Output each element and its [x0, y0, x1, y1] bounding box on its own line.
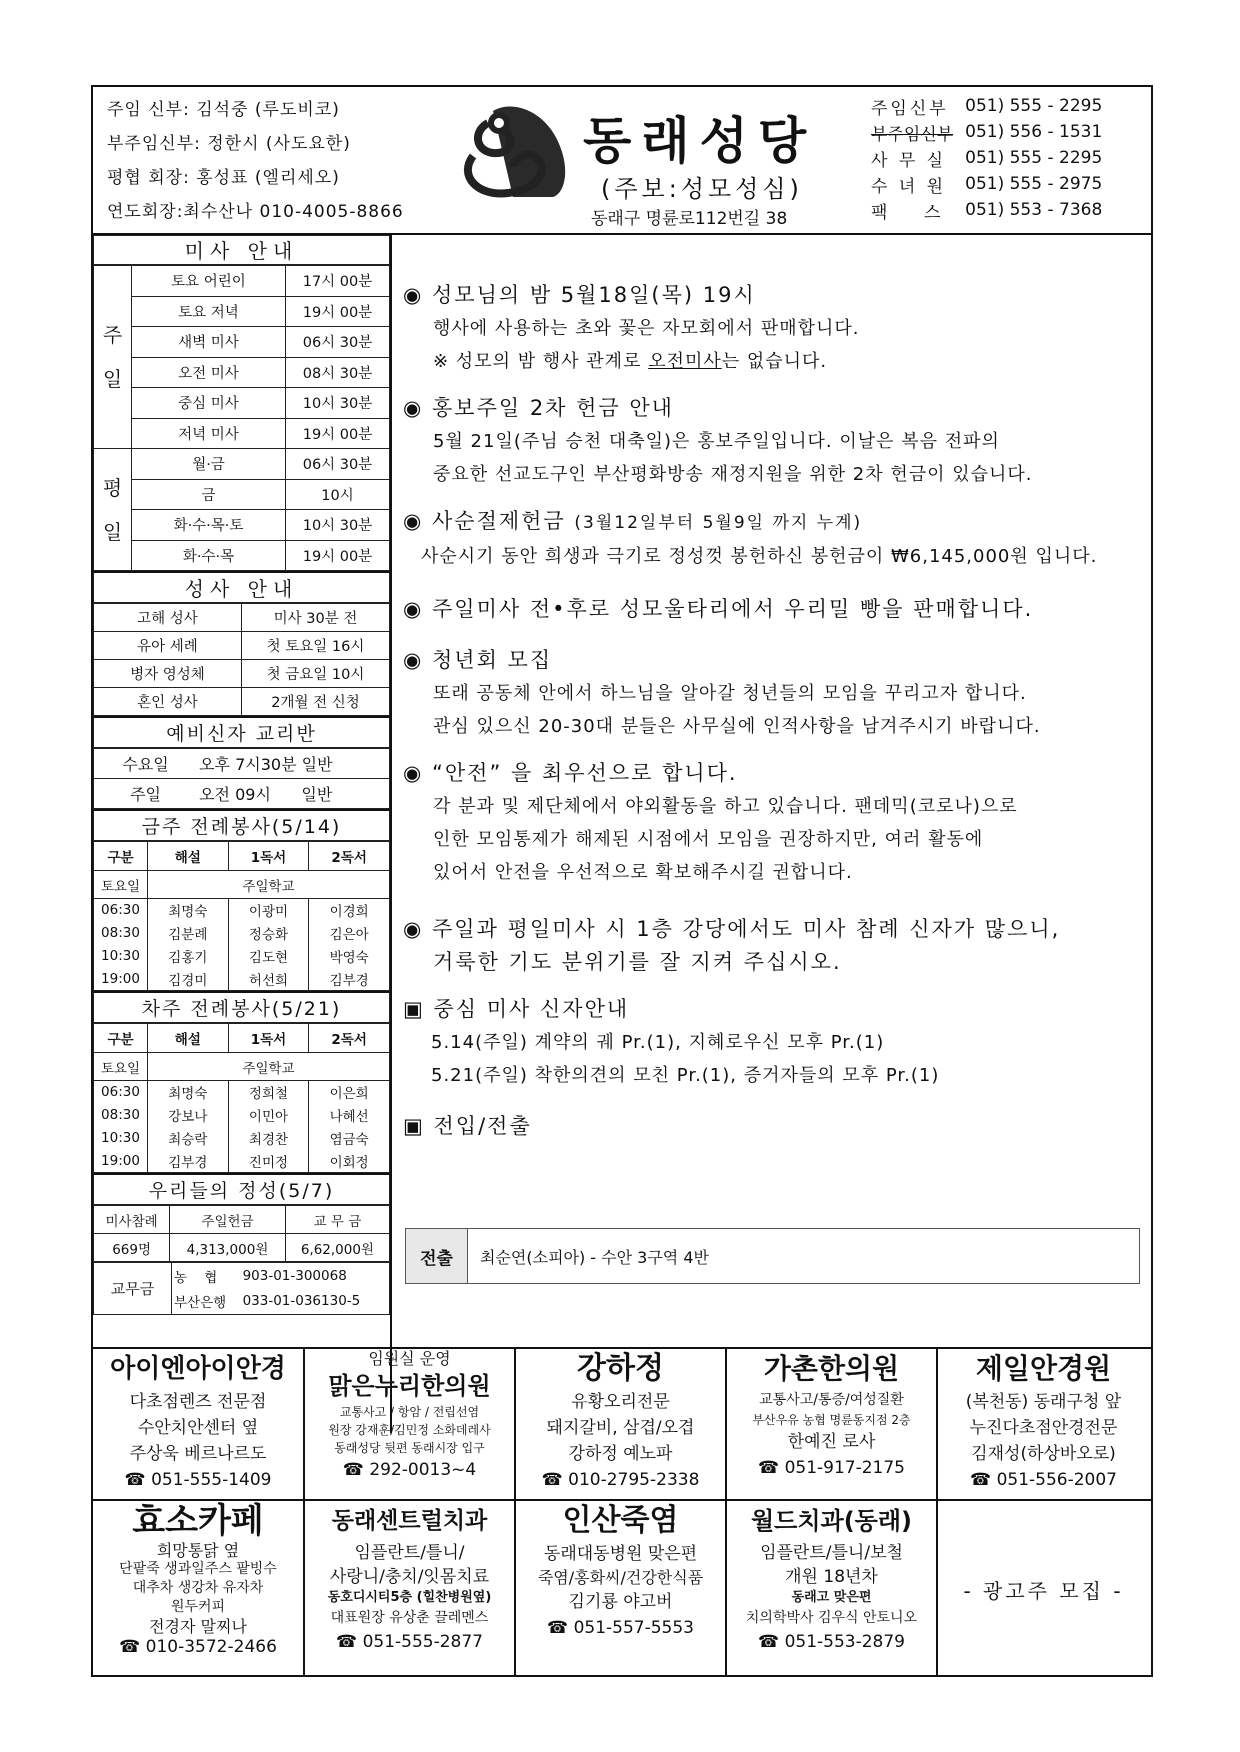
- mass-table: 주 일 토요 어린이 17시 00분 토요 저녁 19시 00분 새벽 미사 06시 30분 오전 미사 08시 30분 중심 미사 10시 30분 저녁 미사 19시 00분 평 일 월·금 06시 30분 금 10시 화·수·목·토 10시 30분 화·수·목 19시 00분: [93, 265, 390, 571]
- ad-central-dental: 동래센트럴치과 임플란트/틀니/ 사랑니/충치/잇몸치료 동호디시티5층 (힐찬병원옆) 대표원장 유상춘 끌레멘스 ☎ 051-555-2877: [327, 1508, 492, 1652]
- ad-gachon-clinic: 가촌한의원 교통사고/통증/여성질환 부산우유 농협 명륜동지점 2층 한예진 로사 ☎ 051-917-2175: [752, 1352, 911, 1478]
- notices: ◉ 성모님의 밤 5월18일(목) 19시 행사에 사용하는 초와 꽃은 자모회에서 판매합니다. ※ 성모의 밤 행사 관계로 오전미사는 없습니다. ◉ 홍보주일 2차 헌금 안내 5월 21일(주님 승천 대축일)은 홍보주일입니다. 이날은 복음 전파의 중요한 선교도구인 부산평화방송 재정지원을 위한 2차 헌금이 있습니다. ◉ 사순절제헌금 (3월12일부터 5월9일 까지 누계) 사순시기 동안 희생과 극기로 정성껏 봉헌하신 봉헌금이 ₩6,145,000원 입니다. ◉ 주일미사 전•후로 성모울타리에서 우리밀 빵을 판매합니다. ◉ 청년회 모집 또래 공동체 안에서 하느님을 알아갈 청년들의 모임을 꾸리고자 합니다. 관심 있으신 20-30대 분들은 사무실에 인적사항을 남겨주시기 바랍니다. ◉ “안전” 을 최우선으로 합니다. 각 분과 및 제단체에서 야외활동을 하고 있습니다. 팬데믹(코로나)으로 인한 모임통제가 해제된 시점에서 모임을 권장하지만, 여러 활동에 있어서 안전을 우선적으로 확보해주시길 권합니다. ◉ 주일과 평일미사 시 1층 강당에서도 미사 참례 신자가 많으니, 거룩한 기도 분위기를 잘 지켜 주십시오. ▣ 중심 미사 신자안내 5.14(주일) 계약의 궤 Pr.(1), 지혜로우신 모후 Pr.(1) 5.21(주일) 착한의견의 모친 Pr.(1), 증거자들의 모후 Pr.(1) ▣ 전입/전출: [403, 279, 1148, 1143]
- ad-jeil-optical: 제일안경원 (복천동) 동래구청 앞 누진다초점안경전문 김재성(하상바오로) ☎ 051-556-2007: [965, 1352, 1122, 1490]
- staff-line: 연도회장:최수산나 010-4005-8866: [107, 202, 404, 222]
- notice-title: ◉ 성모님의 밤 5월18일(목) 19시: [403, 283, 756, 307]
- transfer-label: 전출: [406, 1229, 468, 1283]
- notice-title: ▣ 전입/전출: [403, 1114, 532, 1138]
- staff-line: 주임 신부: 김석중 (루도비코): [107, 100, 340, 120]
- notice-title: ◉ “안전” 을 최우선으로 합니다.: [403, 761, 738, 785]
- notice-title: ◉ 주일과 평일미사 시 1층 강당에서도 미사 참례 신자가 많으니,: [403, 917, 1061, 941]
- weekday-label: 평 일: [94, 449, 132, 571]
- catechumen-title: 예비신자 교리반: [93, 716, 390, 748]
- servers-next-table: 구분 해설 1독서 2독서 토요일 주일학교 06:30 최명숙 정희철 이은희 08:30 강보나 이민아 나혜선 10:30 최승락 최경찬 염금숙 19:00 김부경 진미정 이회정: [93, 1023, 390, 1173]
- ad-ini-optical: 아이엔아이안경 다초점렌즈 전문점 수안치안센터 옆 주상욱 베르나르도 ☎ 051-555-1409: [110, 1354, 286, 1490]
- ad-kanghajeong: 강하정 유황오리전문 돼지갈비, 삼겹/오겹 강하정 예노파 ☎ 010-2795-2338: [541, 1351, 700, 1490]
- ad-world-dental: 월드치과(동래) 임플란트/틀니/보철 개원 18년차 동래고 맞은편 치의학박사 김우식 안토니오 ☎ 051-553-2879: [745, 1507, 918, 1652]
- notice-title: ◉ 사순절제헌금 (3월12일부터 5월9일 까지 누계): [403, 509, 863, 533]
- sidebar: [93, 235, 390, 1315]
- contact-row: 부주임신부 051) 556 - 1531: [871, 122, 1103, 145]
- notice-title: ◉ 홍보주일 2차 헌금 안내: [403, 396, 674, 420]
- contact-row: 팩 스 051) 553 - 7368: [871, 200, 1103, 223]
- contact-row: 주임신부 051) 555 - 2295: [871, 96, 1103, 119]
- account-table: 교무금 농 협 903-01-300068 부산은행 033-01-036130-5: [93, 1262, 390, 1315]
- servers-this-title: 금주 전례봉사(5/14): [93, 809, 390, 841]
- ad-enzyme-cafe: 효소카페 희망통닭 옆 단팥죽 생과일주스 팥빙수 대추차 생강차 유자차 원두커피 전경자 말찌나 ☎ 010-3572-2466: [119, 1501, 277, 1657]
- sunday-label: 주 일: [94, 266, 132, 449]
- transfer-box: [405, 1228, 1140, 1284]
- staff-line: 부주임신부: 정한시 (사도요한): [107, 134, 351, 154]
- contact-row: 사 무 실 051) 555 - 2295: [871, 148, 1103, 171]
- offering-table: 미사참례 주일헌금 교 무 금 669명 4,313,000원 6,62,000원: [93, 1205, 390, 1262]
- contact-row: 수 녀 원 051) 555 - 2975: [871, 174, 1103, 197]
- offering-title: 우리들의 정성(5/7): [93, 1173, 390, 1205]
- header-staff: [107, 93, 404, 229]
- church-logo: [453, 101, 571, 201]
- staff-line: 평협 회장: 홍성표 (엘리세오): [107, 168, 340, 188]
- sacrament-title: 성사 안내: [93, 571, 390, 603]
- notice-title: ▣ 중심 미사 신자안내: [403, 997, 630, 1021]
- ad-insan-bamboo-salt: 인산죽염 동래대동병원 맞은편 죽염/홍화씨/건강한식품 김기룡 야고버 ☎ 051-557-5553: [537, 1503, 704, 1638]
- servers-next-title: 차주 전례봉사(5/21): [93, 991, 390, 1023]
- bulletin-subtitle: (주보:성모성심): [601, 175, 803, 203]
- servers-this-table: 구분 해설 1독서 2독서 토요일 주일학교 06:30 최명숙 이광미 이경희 08:30 김분례 정승화 김은아 10:30 김홍기 김도현 박영숙 19:00 김경미 허선희 김부경: [93, 841, 390, 991]
- church-address: 동래구 명륜로112번길 38: [591, 209, 788, 229]
- contact-list: [865, 93, 1108, 223]
- transfer-value: 최순연(소피아) - 수안 3구역 4반: [480, 1247, 709, 1267]
- ad-malgeunnuri: 임원실 운영 맑은누리한의원 교통사고 / 항암 / 전립선염 원장 강재훈/김민정 소화데레사 동래성당 뒷편 동래시장 입구 ☎ 292-0013~4: [328, 1349, 491, 1480]
- catechumen-table: 수요일 오후 7시30분 일반 주일 오전 09시 일반: [93, 748, 390, 809]
- notice-title: ◉ 청년회 모집: [403, 648, 553, 672]
- column-divider: [390, 233, 392, 1433]
- mass-title: 미사 안내: [93, 235, 390, 265]
- notice-title: ◉ 주일미사 전•후로 성모울타리에서 우리밀 빵을 판매합니다.: [403, 597, 1034, 621]
- church-title: 동래성당: [583, 112, 817, 170]
- bulletin-frame: [91, 85, 1153, 1677]
- ad-recruit: - 광고주 모집 -: [963, 1578, 1124, 1603]
- account-label: 교무금: [94, 1263, 172, 1315]
- sacrament-table: 고해 성사 미사 30분 전 유아 세례 첫 토요일 16시 병자 영성체 첫 금요일 10시 혼인 성사 2개월 전 신청: [93, 603, 390, 716]
